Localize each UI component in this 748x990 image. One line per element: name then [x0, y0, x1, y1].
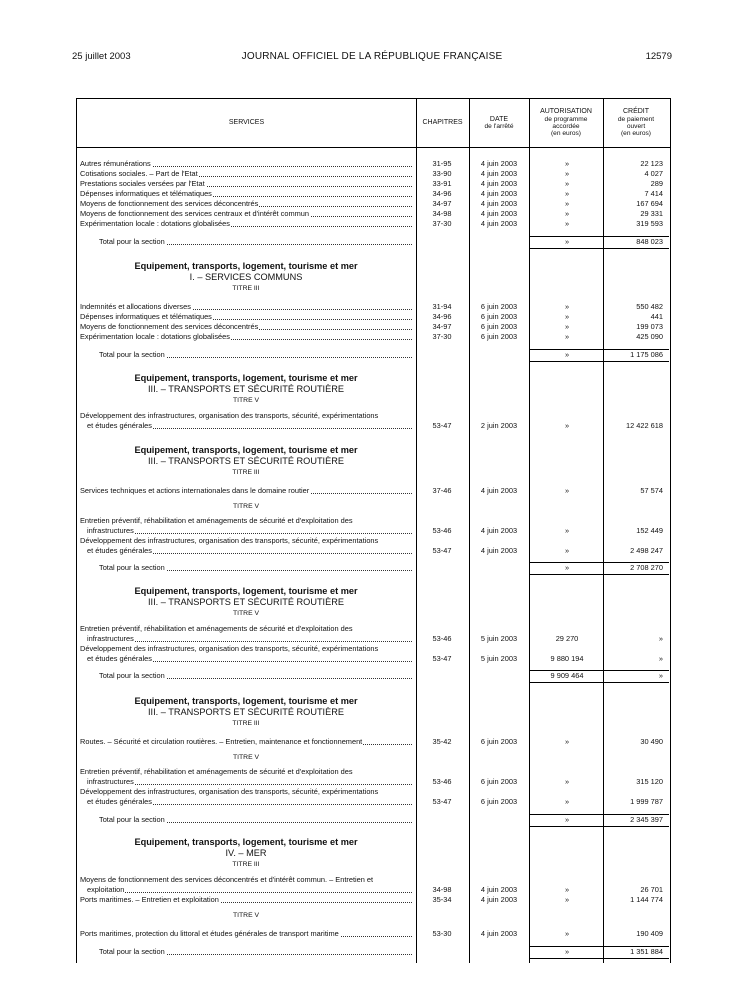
- autorisation: 9 880 194: [550, 654, 584, 663]
- arrete-date: 6 juin 2003: [480, 777, 518, 786]
- table-row: [77, 219, 670, 229]
- credit: 12 422 618: [626, 421, 663, 430]
- service-label: exploitation: [87, 885, 125, 894]
- service-label: Cotisations sociales. – Part de l'Etat: [80, 169, 198, 178]
- credit: 315 120: [636, 777, 663, 786]
- table-row: [77, 654, 670, 664]
- credit: 550 482: [636, 302, 663, 311]
- chapitre: 35-42: [432, 737, 452, 746]
- autorisation: »: [564, 209, 570, 218]
- service-label: Développement des infrastructures, organisation des transports, sécurité, expérimentations: [80, 644, 379, 653]
- service-label: Moyens de fonctionnement des services déconcentrés: [80, 199, 259, 208]
- table-row: [77, 332, 670, 342]
- credit: 7 414: [644, 189, 663, 198]
- service-label: Entretien préventif, réhabilitation et aménagements de sécurité et d'exploitation des: [80, 624, 353, 633]
- arrete-date: 4 juin 2003: [480, 219, 518, 228]
- total-label: Total pour la section: [99, 815, 165, 824]
- chapitre: 37-30: [432, 219, 452, 228]
- service-label: Autres rémunérations: [80, 159, 151, 168]
- table-row: [77, 929, 670, 939]
- service-label: et études générales: [87, 654, 152, 663]
- total-row: [77, 815, 670, 825]
- section-subtitle: III. – TRANSPORTS ET SÉCURITÉ ROUTIÈRE: [147, 456, 345, 466]
- autorisation: »: [564, 895, 570, 904]
- titre-heading: TITRE III: [232, 469, 260, 476]
- chapitre: 33-90: [432, 169, 452, 178]
- table-row: [77, 312, 670, 322]
- service-label: Dépenses informatiques et télématiques: [80, 189, 212, 198]
- credit: 167 694: [636, 199, 663, 208]
- section-title: Equipement, transports, logement, tourisme et mer: [134, 837, 358, 847]
- col-aut-l2: de programme: [544, 115, 588, 123]
- section-subtitle: IV. – MER: [225, 848, 267, 858]
- table-header: [77, 99, 670, 148]
- autorisation: »: [564, 322, 570, 331]
- table-row: [77, 322, 670, 332]
- titre-heading: TITRE V: [232, 610, 260, 617]
- autorisation: »: [564, 169, 570, 178]
- service-label: Entretien préventif, réhabilitation et aménagements de sécurité et d'exploitation des: [80, 767, 353, 776]
- arrete-date: 4 juin 2003: [480, 526, 518, 535]
- total-label: Total pour la section: [99, 563, 165, 572]
- total-label: Total pour la section: [99, 350, 165, 359]
- credit: 57 574: [640, 486, 663, 495]
- table-row: [77, 159, 670, 169]
- chapitre: 53-47: [432, 421, 452, 430]
- arrete-date: 2 juin 2003: [480, 421, 518, 430]
- chapitre: 53-46: [432, 526, 452, 535]
- service-label: infrastructures: [87, 634, 134, 643]
- autorisation: »: [564, 546, 570, 555]
- chapitre: 35-34: [432, 895, 452, 904]
- col-date-l1: DATE: [489, 115, 509, 123]
- autorisation: »: [564, 332, 570, 341]
- table-row: [77, 421, 670, 431]
- credit: 4 027: [644, 169, 663, 178]
- service-label: infrastructures: [87, 777, 134, 786]
- section-title: Equipement, transports, logement, tourisme et mer: [134, 586, 358, 596]
- arrete-date: 4 juin 2003: [480, 486, 518, 495]
- col-date: [469, 99, 529, 147]
- arrete-date: 6 juin 2003: [480, 302, 518, 311]
- arrete-date: 5 juin 2003: [480, 654, 518, 663]
- credit: 26 701: [640, 885, 663, 894]
- credits-table: [76, 98, 671, 963]
- credit-total: »: [658, 671, 663, 680]
- autorisation: »: [564, 159, 570, 168]
- autorisation: »: [564, 777, 570, 786]
- autorisation: »: [564, 885, 570, 894]
- credit: 2 498 247: [630, 546, 663, 555]
- arrete-date: 6 juin 2003: [480, 797, 518, 806]
- table-row: [77, 199, 670, 209]
- col-aut-l3: accordée: [552, 123, 580, 130]
- service-label: Indemnités et allocations diverses: [80, 302, 191, 311]
- credit: 199 073: [636, 322, 663, 331]
- chapitre: 53-47: [432, 797, 452, 806]
- chapitre: 53-30: [432, 929, 452, 938]
- credit-total: 1 351 884: [630, 947, 663, 956]
- arrete-date: 4 juin 2003: [480, 169, 518, 178]
- credit: 441: [650, 312, 663, 321]
- service-label: Moyens de fonctionnement des services déconcentrés et d'intérêt commun. – Entretien et: [80, 875, 374, 884]
- autorisation: »: [564, 815, 570, 824]
- col-aut-l4: (en euros): [550, 130, 582, 138]
- arrete-date: 4 juin 2003: [480, 179, 518, 188]
- chapitre: 34-98: [432, 885, 452, 894]
- autorisation: 29 270: [555, 634, 579, 643]
- arrete-date: 6 juin 2003: [480, 322, 518, 331]
- titre-heading: TITRE V: [232, 397, 260, 404]
- titre-heading: TITRE V: [232, 754, 260, 761]
- section-title: Equipement, transports, logement, tourisme et mer: [134, 445, 358, 455]
- section-subtitle: III. – TRANSPORTS ET SÉCURITÉ ROUTIÈRE: [147, 384, 345, 394]
- col-cre-l2: de paiement: [617, 115, 655, 123]
- autorisation: »: [564, 421, 570, 430]
- service-label: et études générales: [87, 797, 152, 806]
- section-subtitle: III. – TRANSPORTS ET SÉCURITÉ ROUTIÈRE: [147, 707, 345, 717]
- table-row: [77, 209, 670, 219]
- service-label: et études générales: [87, 546, 152, 555]
- total-row: [77, 350, 670, 360]
- total-label: Total pour la section: [99, 671, 165, 680]
- service-label: Expérimentation locale : dotations globalisées: [80, 219, 230, 228]
- autorisation: »: [564, 189, 570, 198]
- chapitre: 31-95: [432, 159, 452, 168]
- autorisation: »: [564, 737, 570, 746]
- autorisation: »: [564, 302, 570, 311]
- total-row: [77, 237, 670, 247]
- table-row: [77, 737, 670, 747]
- col-services: SERVICES: [228, 119, 265, 127]
- credit-total: 2 345 397: [630, 815, 663, 824]
- autorisation: »: [564, 312, 570, 321]
- col-cre-l1: CRÉDIT: [622, 108, 650, 116]
- credit: 319 593: [636, 219, 663, 228]
- credit: 289: [650, 179, 663, 188]
- total-label: Total pour la section: [99, 237, 165, 246]
- autorisation: »: [564, 237, 570, 246]
- credit-total: 1 175 086: [630, 350, 663, 359]
- titre-heading: TITRE V: [232, 912, 260, 919]
- titre-heading: TITRE III: [232, 285, 260, 292]
- total-row: [77, 947, 670, 957]
- autorisation: »: [564, 219, 570, 228]
- autorisation: »: [564, 350, 570, 359]
- table-body: [77, 148, 670, 963]
- section-subtitle: III. – TRANSPORTS ET SÉCURITÉ ROUTIÈRE: [147, 597, 345, 607]
- service-label: Moyens de fonctionnement des services centraux et d'intérêt commun: [80, 209, 309, 218]
- col-credit: [603, 99, 669, 147]
- autorisation: »: [564, 797, 570, 806]
- credit: »: [658, 654, 663, 663]
- table-row: [77, 486, 670, 496]
- credit: 190 409: [636, 929, 663, 938]
- chapitre: 34-96: [432, 189, 452, 198]
- chapitre: 53-47: [432, 654, 452, 663]
- arrete-date: 4 juin 2003: [480, 199, 518, 208]
- credit: 425 090: [636, 332, 663, 341]
- table-row: [77, 302, 670, 312]
- arrete-date: 4 juin 2003: [480, 546, 518, 555]
- total-row: [77, 563, 670, 573]
- autorisation: »: [564, 526, 570, 535]
- titre-heading: TITRE III: [232, 720, 260, 727]
- autorisation: »: [564, 486, 570, 495]
- arrete-date: 4 juin 2003: [480, 209, 518, 218]
- credit-total: 2 708 270: [630, 563, 663, 572]
- credit: 1 999 787: [630, 797, 663, 806]
- autorisation: »: [564, 179, 570, 188]
- service-label: Développement des infrastructures, organisation des transports, sécurité, expérimentations: [80, 411, 379, 420]
- chapitre: 37-46: [432, 486, 452, 495]
- arrete-date: 5 juin 2003: [480, 634, 518, 643]
- section-title: Equipement, transports, logement, tourisme et mer: [134, 696, 358, 706]
- arrete-date: 6 juin 2003: [480, 332, 518, 341]
- service-label: Moyens de fonctionnement des services déconcentrés: [80, 322, 259, 331]
- service-label: Routes. – Sécurité et circulation routières. – Entretien, maintenance et fonctionnement: [80, 737, 363, 746]
- service-label: Dépenses informatiques et télématiques: [80, 312, 212, 321]
- col-chapitres: CHAPITRES: [422, 119, 463, 127]
- service-label: Services techniques et actions internationales dans le domaine routier: [80, 486, 310, 495]
- arrete-date: 6 juin 2003: [480, 312, 518, 321]
- service-label: Prestations sociales versées par l'Etat: [80, 179, 205, 188]
- table-row: [77, 634, 670, 644]
- credit: 29 331: [640, 209, 663, 218]
- table-row: [77, 189, 670, 199]
- service-label: Développement des infrastructures, organisation des transports, sécurité, expérimentations: [80, 536, 379, 545]
- table-row: [77, 169, 670, 179]
- service-label: et études générales: [87, 421, 152, 430]
- running-header: [72, 51, 672, 65]
- total-label: Total pour la section: [99, 947, 165, 956]
- arrete-date: 4 juin 2003: [480, 929, 518, 938]
- arrete-date: 4 juin 2003: [480, 895, 518, 904]
- autorisation: »: [564, 563, 570, 572]
- table-row: [77, 895, 670, 905]
- issue-date: 25 juillet 2003: [72, 51, 131, 62]
- autorisation: »: [564, 199, 570, 208]
- arrete-date: 4 juin 2003: [480, 885, 518, 894]
- page-number: 12579: [645, 51, 672, 62]
- service-label: Développement des infrastructures, organisation des transports, sécurité, expérimentations: [80, 787, 379, 796]
- col-autorisation: [529, 99, 603, 147]
- section-title: Equipement, transports, logement, tourisme et mer: [134, 261, 358, 271]
- chapitre: 34-96: [432, 312, 452, 321]
- total-row: [77, 671, 670, 681]
- section-subtitle: I. – SERVICES COMMUNS: [189, 272, 303, 282]
- col-aut-l1: AUTORISATION: [540, 108, 592, 116]
- arrete-date: 4 juin 2003: [480, 159, 518, 168]
- col-cre-l3: ouvert: [626, 123, 646, 130]
- table-row: [77, 526, 670, 536]
- journal-title: JOURNAL OFFICIEL DE LA RÉPUBLIQUE FRANÇAISE: [241, 51, 503, 62]
- service-label: Expérimentation locale : dotations globalisées: [80, 332, 230, 341]
- titre-heading: TITRE III: [232, 861, 260, 868]
- chapitre: 53-46: [432, 777, 452, 786]
- chapitre: 34-98: [432, 209, 452, 218]
- table-row: [77, 546, 670, 556]
- chapitre: 34-97: [432, 199, 452, 208]
- chapitre: 37-30: [432, 332, 452, 341]
- credit: »: [658, 634, 663, 643]
- arrete-date: 4 juin 2003: [480, 189, 518, 198]
- autorisation-total: 9 909 464: [550, 671, 584, 680]
- table-row: [77, 885, 670, 895]
- col-date-l2: de l'arrêté: [484, 123, 514, 130]
- credit: 1 144 774: [630, 895, 663, 904]
- arrete-date: 6 juin 2003: [480, 737, 518, 746]
- service-label: infrastructures: [87, 526, 134, 535]
- table-row: [77, 179, 670, 189]
- col-cre-l4: (en euros): [620, 130, 652, 138]
- credit: 30 490: [640, 737, 663, 746]
- service-label: Ports maritimes, protection du littoral et études générales de transport maritime: [80, 929, 339, 938]
- credit: 152 449: [636, 526, 663, 535]
- credit: 22 123: [640, 159, 663, 168]
- section-title: Equipement, transports, logement, tourisme et mer: [134, 373, 358, 383]
- table-row: [77, 797, 670, 807]
- chapitre: 53-47: [432, 546, 452, 555]
- service-label: Ports maritimes. – Entretien et exploitation: [80, 895, 219, 904]
- titre-heading: TITRE V: [232, 503, 260, 510]
- autorisation: »: [564, 947, 570, 956]
- chapitre: 34-97: [432, 322, 452, 331]
- table-row: [77, 777, 670, 787]
- chapitre: 33-91: [432, 179, 452, 188]
- chapitre: 53-46: [432, 634, 452, 643]
- chapitre: 31-94: [432, 302, 452, 311]
- autorisation: »: [564, 929, 570, 938]
- service-label: Entretien préventif, réhabilitation et aménagements de sécurité et d'exploitation des: [80, 516, 353, 525]
- credit-total: 848 023: [636, 237, 663, 246]
